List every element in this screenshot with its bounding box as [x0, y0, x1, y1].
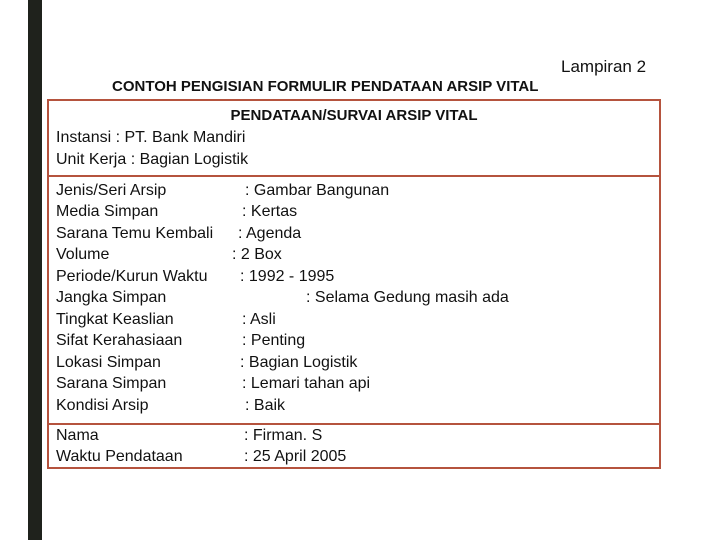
- field-row-media-simpan: [56, 201, 659, 222]
- field-label: Periode/Kurun Waktu: [56, 268, 208, 285]
- field-value: : Agenda: [238, 225, 302, 242]
- field-label: Jenis/Seri Arsip: [56, 182, 167, 199]
- instansi-line: Instansi : PT. Bank Mandiri: [56, 129, 246, 146]
- field-value: : Penting: [242, 332, 306, 349]
- unit-kerja-line: Unit Kerja : Bagian Logistik: [56, 151, 249, 168]
- field-label: Sarana Temu Kembali: [56, 225, 214, 242]
- field-row-sarana-temu-kembali: [56, 223, 659, 244]
- field-value: : Baik: [245, 397, 286, 414]
- field-row-sifat-kerahasiaan: [56, 330, 659, 351]
- field-row-sarana-simpan: [56, 373, 659, 394]
- footer-label: Nama: [56, 427, 99, 444]
- form-fields-section: [49, 175, 659, 425]
- field-value: : Asli: [242, 311, 276, 328]
- field-row-jangka-simpan: [56, 287, 659, 308]
- field-label: Kondisi Arsip: [56, 397, 149, 414]
- field-value: : Bagian Logistik: [240, 354, 358, 371]
- footer-value: : Firman. S: [244, 427, 323, 444]
- lampiran-label: Lampiran 2: [561, 57, 647, 76]
- field-label: Sarana Simpan: [56, 375, 167, 392]
- footer-value: : 25 April 2005: [244, 448, 347, 465]
- footer-label: Waktu Pendataan: [56, 448, 183, 465]
- footer-row-nama: [56, 425, 659, 446]
- field-row-volume: [56, 244, 659, 265]
- footer-row-waktu-pendataan: [56, 446, 659, 467]
- field-value: : Gambar Bangunan: [245, 182, 390, 199]
- form-footer-section: [49, 423, 659, 467]
- field-value: : Lemari tahan api: [242, 375, 371, 392]
- field-label: Lokasi Simpan: [56, 354, 161, 371]
- field-label: Jangka Simpan: [56, 289, 167, 306]
- field-label: Media Simpan: [56, 203, 159, 220]
- field-value: : 1992 - 1995: [240, 268, 335, 285]
- form-header-section: [49, 101, 659, 177]
- field-row-tingkat-keaslian: [56, 309, 659, 330]
- field-row-lokasi-simpan: [56, 352, 659, 373]
- field-label: Volume: [56, 246, 110, 263]
- field-label: Tingkat Keaslian: [56, 311, 174, 328]
- document-title: CONTOH PENGISIAN FORMULIR PENDATAAN ARSIP VITAL: [112, 78, 539, 95]
- field-value: : 2 Box: [232, 246, 282, 263]
- field-row-kondisi-arsip: [56, 395, 659, 416]
- field-label: Sifat Kerahasiaan: [56, 332, 183, 349]
- field-row-periode-kurun-waktu: [56, 266, 659, 287]
- field-row-jenis-seri-arsip: [56, 180, 659, 201]
- field-value: : Kertas: [242, 203, 298, 220]
- form-title: PENDATAAN/SURVAI ARSIP VITAL: [230, 107, 478, 124]
- survey-form: [47, 99, 661, 469]
- field-value: : Selama Gedung masih ada: [306, 289, 509, 306]
- left-accent-bar: [28, 0, 42, 540]
